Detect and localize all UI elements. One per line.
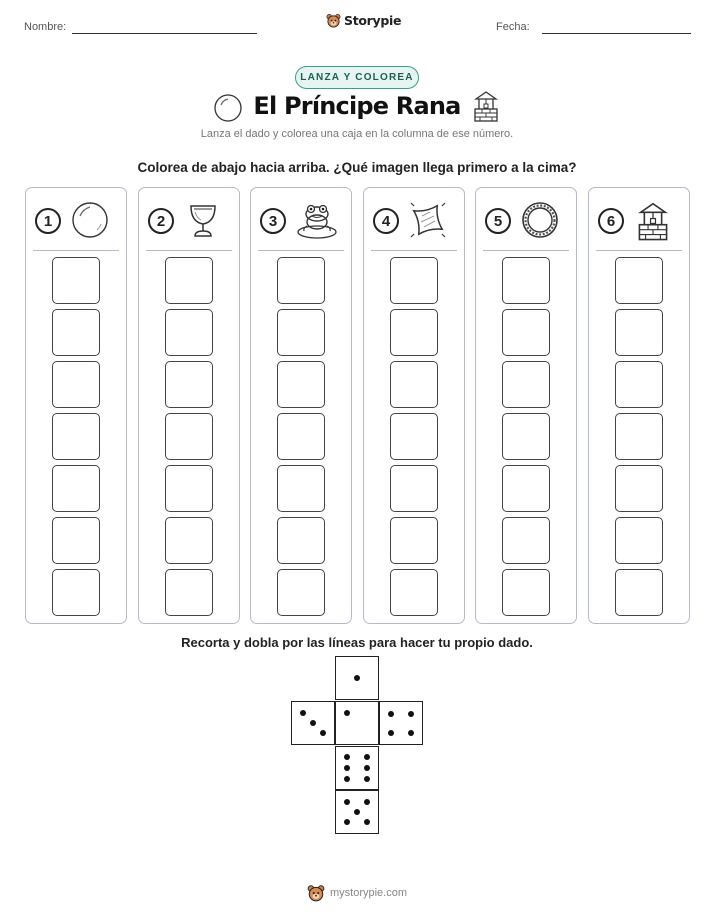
bear-mascot-icon: [326, 13, 341, 28]
color-box[interactable]: [165, 361, 213, 408]
color-box[interactable]: [277, 465, 325, 512]
column-number: 6: [598, 208, 624, 234]
color-box[interactable]: [615, 309, 663, 356]
die-face-4: [379, 701, 423, 745]
column-3: [250, 187, 352, 624]
color-box[interactable]: [52, 413, 100, 460]
name-field[interactable]: [72, 33, 257, 34]
date-field[interactable]: [542, 33, 691, 34]
die-face-6: [335, 746, 379, 790]
instruction-text: Colorea de abajo hacia arriba. ¿Qué imagen llega primero a la cima?: [137, 160, 577, 175]
color-box[interactable]: [502, 465, 550, 512]
color-box[interactable]: [165, 309, 213, 356]
color-box[interactable]: [165, 465, 213, 512]
page-title: El Príncipe Rana: [253, 92, 461, 120]
die-face-3: [291, 701, 335, 745]
color-box[interactable]: [165, 569, 213, 616]
color-box[interactable]: [502, 413, 550, 460]
color-box[interactable]: [52, 517, 100, 564]
color-box[interactable]: [390, 517, 438, 564]
color-box[interactable]: [165, 257, 213, 304]
footer-url[interactable]: mystorypie.com: [329, 887, 408, 899]
wishing-well-icon: [633, 200, 673, 242]
color-box[interactable]: [52, 309, 100, 356]
name-label: Nombre:: [24, 21, 67, 33]
color-box[interactable]: [390, 465, 438, 512]
brand-name: Storypie: [344, 13, 402, 28]
color-box[interactable]: [277, 517, 325, 564]
color-box[interactable]: [390, 309, 438, 356]
color-box[interactable]: [615, 517, 663, 564]
column-1: [25, 187, 127, 624]
date-label: Fecha:: [496, 21, 530, 33]
color-box[interactable]: [615, 361, 663, 408]
color-box[interactable]: [502, 309, 550, 356]
die-face-1: [335, 656, 379, 700]
brand-logo: [326, 13, 401, 28]
color-box[interactable]: [615, 257, 663, 304]
column-number: 3: [260, 208, 286, 234]
pillow-icon: [408, 200, 448, 240]
color-box[interactable]: [615, 569, 663, 616]
column-number: 5: [485, 208, 511, 234]
bubble-icon: [70, 200, 110, 240]
color-box[interactable]: [502, 517, 550, 564]
column-4: [363, 187, 465, 624]
ring-icon: [520, 200, 560, 240]
color-box[interactable]: [52, 465, 100, 512]
color-box[interactable]: [52, 257, 100, 304]
color-box[interactable]: [502, 257, 550, 304]
column-number: 4: [373, 208, 399, 234]
color-box[interactable]: [502, 361, 550, 408]
color-box[interactable]: [52, 569, 100, 616]
activity-badge: LANZA Y COLOREA: [295, 66, 419, 89]
color-box[interactable]: [390, 569, 438, 616]
color-box[interactable]: [277, 361, 325, 408]
column-6: [588, 187, 690, 624]
die-face-5: [335, 790, 379, 834]
die-face-1: [335, 701, 379, 745]
subtitle: Lanza el dado y colorea una caja en la columna de ese número.: [200, 128, 514, 140]
color-box[interactable]: [277, 413, 325, 460]
color-box[interactable]: [390, 361, 438, 408]
color-box[interactable]: [390, 413, 438, 460]
column-number: 2: [148, 208, 174, 234]
footer: [0, 884, 714, 902]
trophy-cup-icon: [183, 200, 223, 240]
color-box[interactable]: [615, 465, 663, 512]
color-box[interactable]: [165, 413, 213, 460]
column-2: [138, 187, 240, 624]
color-box[interactable]: [165, 517, 213, 564]
bear-mascot-icon: [307, 884, 325, 902]
column-5: [475, 187, 577, 624]
color-box[interactable]: [390, 257, 438, 304]
color-box[interactable]: [277, 309, 325, 356]
color-box[interactable]: [277, 257, 325, 304]
color-box[interactable]: [52, 361, 100, 408]
color-box[interactable]: [615, 413, 663, 460]
color-box[interactable]: [502, 569, 550, 616]
frog-icon: [295, 200, 339, 240]
cut-instruction: Recorta y dobla por las líneas para hacer tu propio dado.: [181, 635, 533, 650]
color-box[interactable]: [277, 569, 325, 616]
wishing-well-icon: [470, 89, 502, 123]
column-number: 1: [35, 208, 61, 234]
